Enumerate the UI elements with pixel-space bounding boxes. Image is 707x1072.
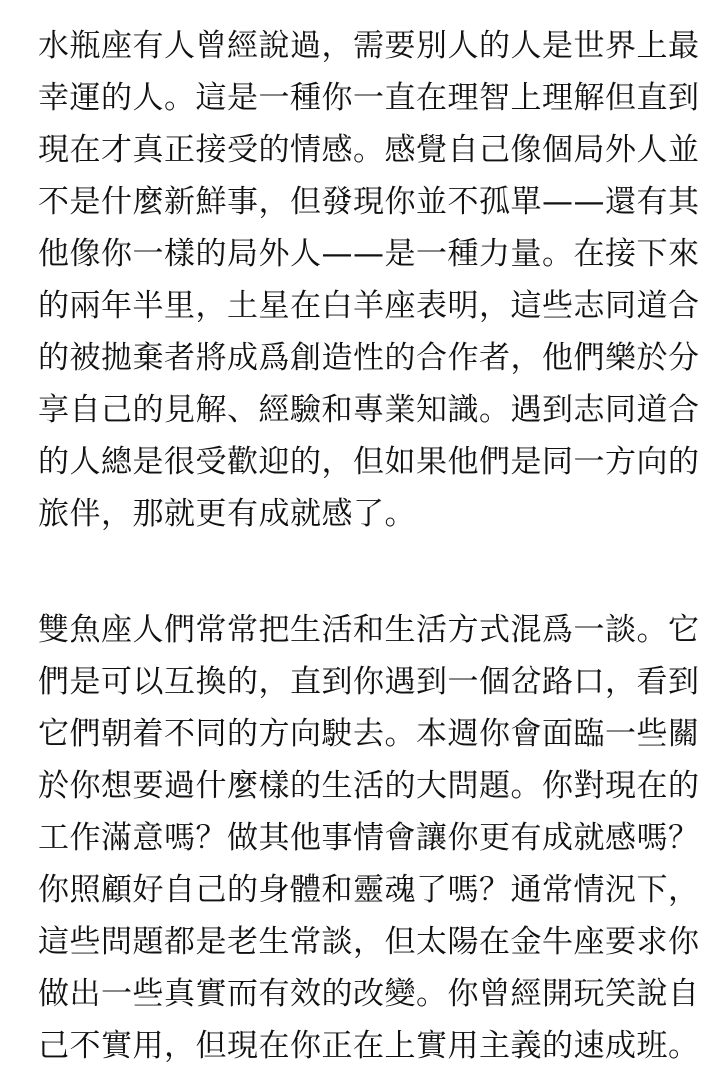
paragraph-line: 旅伴，那就更有成就感了。 — [38, 496, 416, 532]
paragraph-line: 們是可以互換的，直到你遇到一個岔路口，看到 — [38, 664, 700, 700]
paragraph-line: 於你想要過什麼樣的生活的大問題。你對現在的 — [38, 768, 700, 804]
paragraph-line: 幸運的人。這是一種你一直在理智上理解但直到 — [38, 80, 700, 116]
paragraph-line: 雙魚座人們常常把生活和生活方式混爲一談。它 — [38, 612, 700, 648]
paragraph-line: 他像你一樣的局外人——是一種力量。在接下來 — [38, 236, 700, 272]
paragraph-line: 的人總是很受歡迎的，但如果他們是同一方向的 — [38, 444, 700, 480]
paragraph-line: 享自己的見解、經驗和專業知識。遇到志同道合 — [38, 392, 700, 428]
paragraph-line: 你照顧好自己的身體和靈魂了嗎？通常情況下， — [38, 872, 700, 908]
paragraph-line: 現在才真正接受的情感。感覺自己像個局外人並 — [38, 132, 700, 168]
paragraph-line: 不是什麼新鮮事，但發現你並不孤單——還有其 — [38, 184, 700, 220]
aquarius-paragraph — [38, 20, 700, 540]
paragraph-line: 水瓶座有人曾經說過，需要別人的人是世界上最 — [38, 28, 700, 64]
paragraph-line: 做出一些真實而有效的改變。你曾經開玩笑說自 — [38, 976, 700, 1012]
paragraph-line: 的被拋棄者將成爲創造性的合作者，他們樂於分 — [38, 340, 700, 376]
paragraph-line: 工作滿意嗎？做其他事情會讓你更有成就感嗎？ — [38, 820, 700, 856]
paragraph-line: 己不實用，但現在你正在上實用主義的速成班。 — [38, 1028, 700, 1064]
paragraph-line: 的兩年半里，土星在白羊座表明，這些志同道合 — [38, 288, 700, 324]
paragraph-line: 它們朝着不同的方向駛去。本週你會面臨一些關 — [38, 716, 700, 752]
paragraph-line: 這些問題都是老生常談，但太陽在金牛座要求你 — [38, 924, 700, 960]
pisces-paragraph — [38, 604, 700, 1072]
